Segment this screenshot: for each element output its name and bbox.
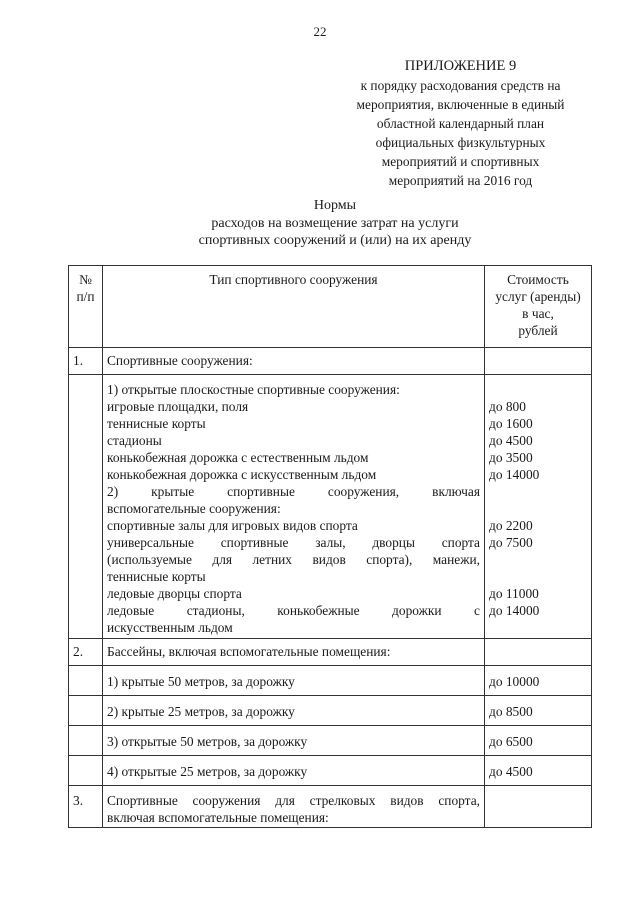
- header-cost-line: Стоимость: [507, 272, 569, 287]
- item-price: до 7500: [489, 535, 533, 550]
- item-name: 4) открытые 25 метров, за дорожку: [103, 756, 485, 786]
- item-price: до 800: [489, 399, 526, 414]
- header-cost-line: в час,: [522, 306, 554, 321]
- subsection-title: вспомогательные сооружения:: [107, 501, 281, 516]
- row-number: 3.: [69, 786, 103, 828]
- item-price: до 10000: [485, 666, 592, 696]
- table-row: [69, 786, 592, 828]
- item-name: ледовые дворцы спорта: [107, 586, 242, 601]
- item-name: теннисные корты: [107, 416, 206, 431]
- row-number: [69, 726, 103, 756]
- norms-heading: [140, 197, 530, 250]
- item-price: до 11000: [489, 586, 539, 601]
- appendix-line: мероприятий и спортивных: [381, 154, 540, 169]
- norms-subtitle-line: расходов на возмещение затрат на услуги: [211, 215, 459, 231]
- item-name: ледовые стадионы, конькобежные дорожки с: [107, 603, 480, 618]
- item-price: до 8500: [485, 696, 592, 726]
- row-title: [103, 786, 485, 828]
- header-cost-line: услуг (аренды): [495, 289, 581, 304]
- appendix-line: к порядку расходования средств на: [360, 78, 561, 93]
- header-cost: [485, 266, 592, 348]
- norms-title: Нормы: [313, 198, 357, 213]
- table-row: [69, 348, 592, 375]
- header-number: [69, 266, 103, 348]
- row-number: 1.: [69, 348, 103, 375]
- item-name: (используемые для летних видов спорта), манежи,: [107, 552, 480, 567]
- item-name: спортивные залы для игровых видов спорта: [107, 518, 358, 533]
- row-price: [485, 639, 592, 666]
- appendix-line: официальных физкультурных: [375, 135, 546, 150]
- row-prices: [485, 375, 592, 639]
- item-name: игровые площадки, поля: [107, 399, 249, 414]
- header-cost-line: рублей: [518, 323, 558, 338]
- table-row: [69, 666, 592, 696]
- item-name: 3) открытые 50 метров, за дорожку: [103, 726, 485, 756]
- item-name: стадионы: [107, 433, 162, 448]
- appendix-title: ПРИЛОЖЕНИЕ 9: [404, 58, 517, 74]
- table-row: [69, 639, 592, 666]
- item-name: теннисные корты: [107, 569, 206, 584]
- item-name: конькобежная дорожка с искусственным льдом: [107, 467, 377, 482]
- appendix-line: областной календарный план: [376, 116, 545, 131]
- row-price: [485, 348, 592, 375]
- item-name: искусственным льдом: [107, 620, 233, 635]
- row-title: Бассейны, включая вспомогательные помещения:: [103, 639, 485, 666]
- item-price: до 14000: [489, 467, 540, 482]
- table-header-row: [69, 266, 592, 348]
- header-type: Тип спортивного сооружения: [103, 266, 485, 348]
- item-price: до 6500: [485, 726, 592, 756]
- row-title: Спортивные сооружения:: [103, 348, 485, 375]
- item-name: конькобежная дорожка с естественным льдом: [107, 450, 369, 465]
- item-price: до 4500: [489, 433, 533, 448]
- row-number: [69, 666, 103, 696]
- item-price: до 2200: [489, 518, 533, 533]
- item-name: 2) крытые 25 метров, за дорожку: [103, 696, 485, 726]
- table-row: [69, 726, 592, 756]
- row-price: [485, 786, 592, 828]
- item-price: до 14000: [489, 603, 540, 618]
- page-number: 22: [313, 24, 327, 39]
- row-number: [69, 756, 103, 786]
- row-number: [69, 375, 103, 639]
- norms-subtitle-line: спортивных сооружений и (или) на их аренду: [198, 233, 472, 248]
- row-title-line: Спортивные сооружения для стрелковых видов спорта,: [107, 793, 480, 808]
- subsection-title: 1) открытые плоскостные спортивные сооружения:: [107, 382, 400, 397]
- table-row: [69, 756, 592, 786]
- row-number: 2.: [69, 639, 103, 666]
- appendix-block: [328, 57, 593, 190]
- item-name: универсальные спортивные залы, дворцы спорта: [107, 535, 480, 550]
- appendix-line: мероприятия, включенные в единый: [356, 97, 565, 112]
- item-name: 1) крытые 50 метров, за дорожку: [103, 666, 485, 696]
- item-price: до 4500: [485, 756, 592, 786]
- row-title-line: включая вспомогательные помещения:: [107, 810, 329, 825]
- norms-table: [68, 265, 592, 828]
- row-content: [103, 375, 485, 639]
- appendix-line: мероприятий на 2016 год: [388, 173, 533, 188]
- table-row: [69, 375, 592, 639]
- header-number-line: п/п: [76, 289, 95, 304]
- item-price: до 3500: [489, 450, 533, 465]
- subsection-title: 2) крытые спортивные сооружения, включая: [107, 484, 480, 499]
- header-number-line: №: [79, 272, 92, 287]
- table-row: [69, 696, 592, 726]
- row-number: [69, 696, 103, 726]
- item-price: до 1600: [489, 416, 533, 431]
